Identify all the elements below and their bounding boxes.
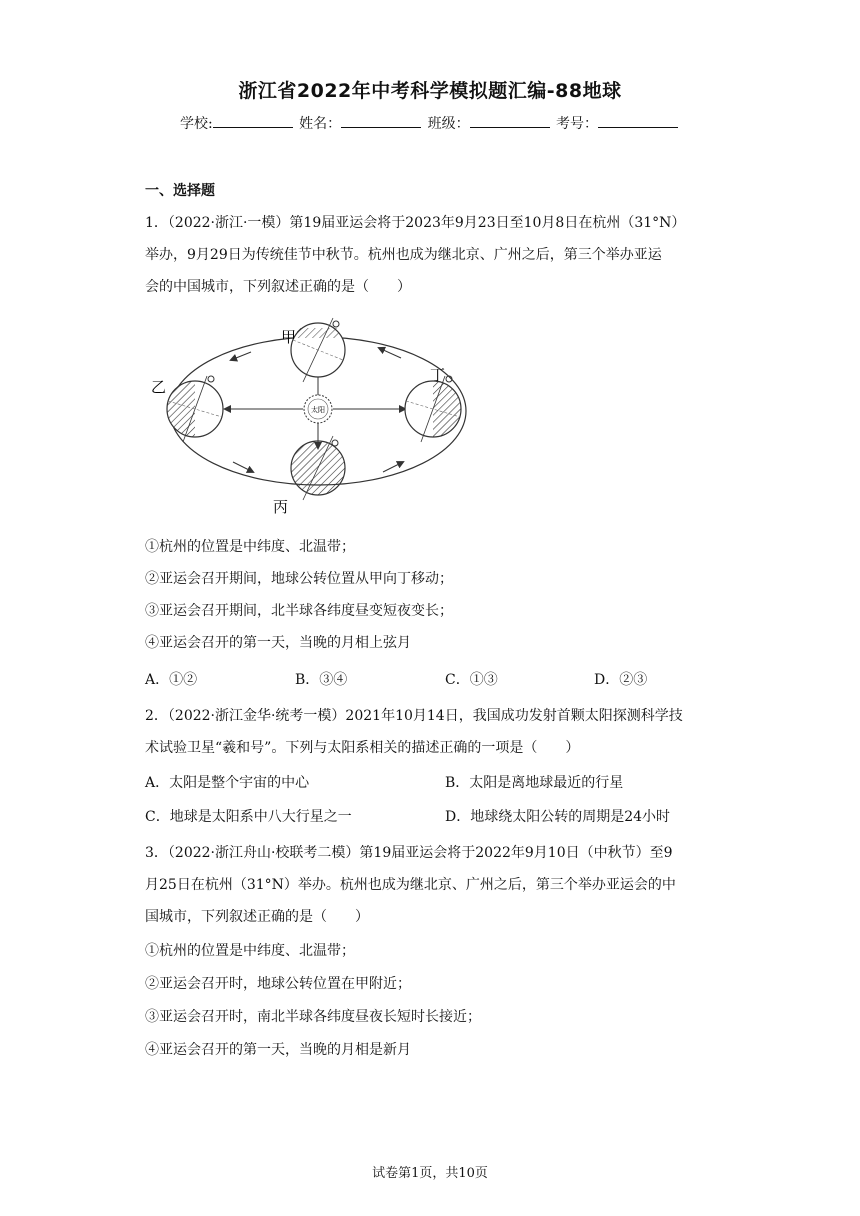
q1-option-d[interactable]: D．②③ [594,672,648,688]
label-yi: 乙 [151,378,167,396]
student-info-row [0,113,860,133]
exam-no-blank[interactable] [598,113,678,128]
label-bing: 丙 [273,498,289,516]
school-label: 学校: [179,116,213,132]
q2-option-a[interactable]: A．太阳是整个宇宙的中心 [145,775,310,791]
page-footer: 试卷第1页，共10页 [372,1166,488,1181]
q1-option-a[interactable]: A．①② [145,672,198,688]
page-title: 浙江省2022年中考科学模拟题汇编-88地球 [238,80,622,102]
label-ding: 丁 [430,366,446,384]
exam-no-label: 考号： [556,116,599,132]
q3-statement-4: ④亚运会召开的第一天，当晚的月相是新月 [145,1042,411,1058]
q3-statement-3: ③亚运会召开时，南北半球各纬度昼夜长短时长接近； [145,1009,481,1025]
q3-statement-2: ②亚运会召开时，地球公转位置在甲附近； [145,976,411,992]
sun-label: 太阳 [311,406,325,414]
section-heading: 一、选择题 [145,183,215,199]
q3-statement-1: ①杭州的位置是中纬度、北温带； [145,943,355,959]
label-jia: 甲 [281,328,297,346]
q2-line-1: 2．（2022·浙江金华·统考一模）2021年10月14日，我国成功发射首颗太阳探测科学技 [145,708,683,724]
q3-line-1: 3．（2022·浙江舟山·校联考二模）第19届亚运会将于2022年9月10日（中秋节）至9 [145,845,673,861]
q1-line-3: 会的中国城市，下列叙述正确的是（ ） [145,279,411,295]
earth-jia-icon [291,318,345,382]
class-label: 班级： [427,116,470,132]
q2-option-c[interactable]: C．地球是太阳系中八大行星之一 [145,809,352,825]
name-blank[interactable] [341,113,421,128]
q1-statement-1: ①杭州的位置是中纬度、北温带； [145,539,355,555]
earth-orbit-diagram [143,316,473,516]
class-blank[interactable] [470,113,550,128]
q2-line-2: 术试验卫星“羲和号”。下列与太阳系相关的描述正确的一项是（ ） [145,740,580,756]
q2-option-b[interactable]: B．太阳是离地球最近的行星 [445,775,624,791]
q1-option-c[interactable]: C．①③ [445,672,498,688]
q1-statement-4: ④亚运会召开的第一天，当晚的月相上弦月 [145,635,411,651]
earth-yi-icon [167,376,223,442]
q1-line-2: 举办，9月29日为传统佳节中秋节。杭州也成为继北京、广州之后，第三个举办亚运 [145,247,662,263]
earth-bing-icon [291,436,345,500]
school-blank[interactable] [213,113,293,128]
q1-line-1: 1．（2022·浙江·一模）第19届亚运会将于2023年9月23日至10月8日在杭州（31°N） [145,215,686,231]
q1-option-b[interactable]: B．③④ [295,672,348,688]
q3-line-2: 月25日在杭州（31°N）举办。杭州也成为继北京、广州之后，第三个举办亚运会的中 [145,877,676,893]
earth-ding-icon [405,376,461,442]
q2-option-d[interactable]: D．地球绕太阳公转的周期是24小时 [445,809,671,825]
q3-line-3: 国城市，下列叙述正确的是（ ） [145,909,369,925]
q1-statement-2: ②亚运会召开期间，地球公转位置从甲向丁移动； [145,571,453,587]
name-label: 姓名： [299,116,342,132]
q1-statement-3: ③亚运会召开期间，北半球各纬度昼变短夜变长； [145,603,453,619]
